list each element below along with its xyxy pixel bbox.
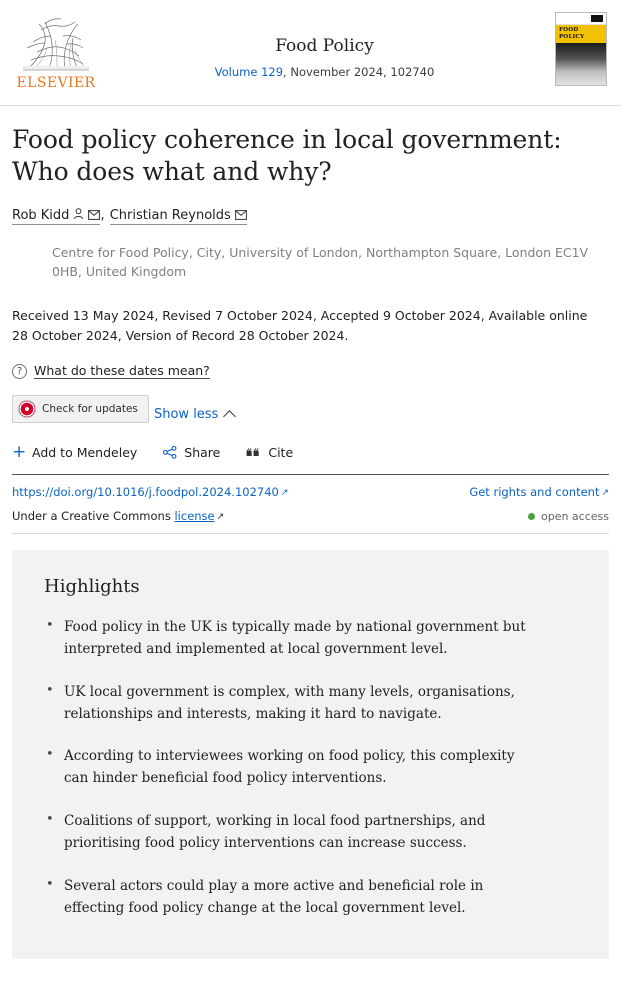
share-button[interactable]: [163, 445, 220, 460]
page-title: Food policy coherence in local government: Who does what and why?: [12, 125, 562, 186]
cover-title-line1: FOOD: [559, 27, 579, 33]
rights-link-wrap[interactable]: [469, 485, 609, 499]
add-to-mendeley-label: Add to Mendeley: [32, 445, 138, 460]
add-to-mendeley-button[interactable]: [12, 442, 138, 462]
publisher-name: ELSEVIER: [16, 75, 96, 91]
journal-info: [100, 10, 549, 79]
author-name[interactable]: Christian Reynolds: [109, 208, 231, 223]
share-icon: [163, 446, 177, 459]
crossmark-logo-icon: [18, 400, 36, 418]
author-list: [12, 208, 609, 223]
highlights-section: [12, 550, 609, 959]
highlights-list: [44, 617, 579, 920]
author-icons: [69, 208, 100, 225]
section-divider: [12, 474, 609, 475]
author-entry[interactable]: [110, 208, 247, 223]
dates-help-label[interactable]: What do these dates mean?: [34, 363, 210, 378]
cover-title-line2: POLICY: [559, 33, 585, 40]
dates-help-link[interactable]: [12, 363, 609, 379]
external-link-icon: ↗: [216, 512, 225, 522]
open-access-badge: [528, 510, 609, 523]
doi-row: [12, 485, 609, 499]
journal-cover[interactable]: [549, 10, 609, 86]
email-icon[interactable]: [88, 210, 100, 220]
license-prefix: Under a Creative Commons: [12, 509, 171, 523]
list-item: • Several actors could play a more active and beneficial role in effecting food policy change at the local government level.: [44, 876, 534, 920]
issue-meta-text: , November 2024, 102740: [283, 65, 435, 79]
license-row: [12, 509, 609, 523]
question-mark-icon: ?: [12, 364, 27, 379]
list-item: • UK local government is complex, with many levels, organisations, relationships and interests, making it hard to navigate.: [44, 682, 534, 726]
list-item: • According to interviewees working on food policy, this complexity can hinder beneficial food policy interventions.: [44, 746, 534, 790]
quote-icon: [246, 447, 261, 459]
author-entry[interactable]: [12, 208, 100, 223]
crossmark-badge[interactable]: [12, 395, 149, 423]
rights-and-content-link[interactable]: Get rights and content: [469, 485, 600, 499]
highlights-heading: Highlights: [44, 576, 140, 597]
external-link-icon: ↗: [601, 488, 609, 498]
publisher-logo[interactable]: [12, 10, 100, 91]
bottom-divider: [12, 533, 609, 534]
journal-cover-thumbnail: [555, 12, 607, 86]
author-affiliation: Centre for Food Policy, City, University of London, Northampton Square, London EC1V 0HB, United Kingdom: [52, 245, 589, 280]
email-icon[interactable]: [235, 210, 247, 220]
article-content: [0, 124, 621, 534]
external-link-icon: ↗: [280, 488, 289, 498]
author-name[interactable]: Rob Kidd: [12, 208, 70, 223]
license-link[interactable]: license: [174, 509, 215, 523]
article-actions: [12, 442, 609, 462]
cover-title-band: [556, 25, 606, 43]
cite-label: Cite: [268, 445, 294, 460]
open-access-label: open access: [540, 510, 609, 523]
volume-link[interactable]: Volume 129: [214, 65, 284, 79]
cite-button[interactable]: [246, 445, 293, 460]
publication-dates: Received 13 May 2024, Revised 7 October 2024, Accepted 9 October 2024, Available online 28 October 2024, Version of Record 28 October 2024.: [12, 307, 588, 344]
plus-icon: +: [12, 442, 27, 462]
open-access-dot-icon: [528, 513, 535, 520]
journal-header: [0, 0, 621, 106]
show-less-label: Show less: [153, 407, 219, 422]
list-item: • Food policy in the UK is typically made by national government but interpreted and implemented at local government level.: [44, 617, 534, 661]
show-less-toggle[interactable]: [154, 407, 234, 422]
author-separator: ,: [100, 208, 105, 223]
cover-header-strip: [556, 13, 606, 25]
author-icons: [231, 208, 247, 225]
elsevier-tree-icon: [19, 12, 93, 74]
doi-link-wrap[interactable]: [12, 485, 288, 499]
journal-title: Food Policy: [275, 36, 374, 56]
share-label: Share: [184, 445, 221, 460]
license-wrap: [12, 509, 224, 523]
journal-issue-meta: [100, 65, 549, 79]
list-item: • Coalitions of support, working in local food partnerships, and prioritising food policy interventions can increase success.: [44, 811, 534, 855]
crossmark-label: Check for updates: [42, 403, 138, 415]
cover-artwork: [556, 43, 606, 86]
chevron-up-icon: [223, 410, 236, 423]
doi-link[interactable]: https://doi.org/10.1016/j.foodpol.2024.102740: [12, 485, 279, 499]
author-profile-icon[interactable]: [73, 208, 84, 220]
